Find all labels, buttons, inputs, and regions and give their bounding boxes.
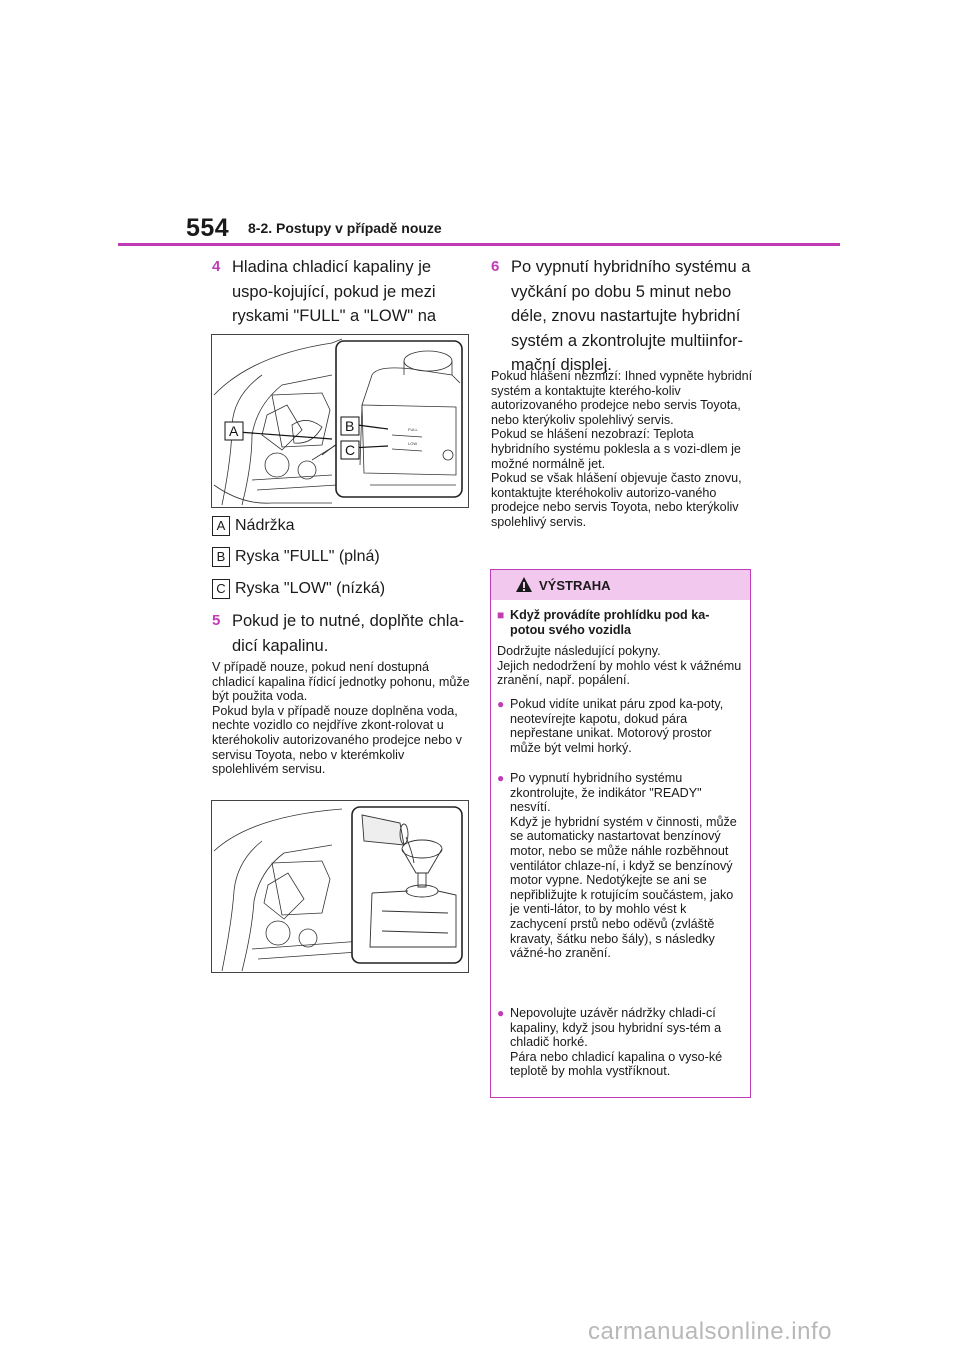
legend-a-key: A <box>212 516 230 536</box>
warning-bullet-text: Pokud vidíte unikat páru zpod ka-poty, neotevírejte kapotu, dokud pára nepřestane unikat. Motorový prostor může být velmi horký. <box>510 697 724 755</box>
warning-box <box>490 569 751 1098</box>
warning-subheading-text: Když provádíte prohlídku pod ka-potou svého vozidla <box>510 608 710 637</box>
step-5-number: 5 <box>212 612 221 629</box>
warning-bullet <box>497 1006 743 1079</box>
legend-b-text: Ryska "FULL" (plná) <box>235 548 380 565</box>
warning-bullet-text: Nepovolujte uzávěr nádržky chladi-cí kapaliny, když jsou hybridní sys-tém a chladič horké. Pára nebo chladicí kapalina o vyso-ké teplotě by mohla vystříknout. <box>510 1006 723 1079</box>
header-rule <box>118 243 840 246</box>
round-bullet-icon: ● <box>497 1006 505 1020</box>
legend-c-text: Ryska "LOW" (nízká) <box>235 580 386 597</box>
note-message: Pokud hlášení nezmizí: Ihned vypněte hybridní systém a kontaktujte kterého-koliv autorizovaného prodejce nebo servis Toyota, nebo kterýkoliv spolehlivý servis. Pokud se hlášení nezobrazí: Teplota hybridního systému poklesla a s vozi-dlem je možné normálně jet. Pokud se však hlášení objevuje často znovu, kontaktujte kteréhokoliv autorizo-vaného prodejce nebo servis Toyota, nebo kterýkoliv spolehlivý servis. <box>491 369 753 529</box>
coolant-reservoir-figure <box>211 334 469 508</box>
legend-a-text: Nádržka <box>235 517 295 534</box>
legend-b-key: B <box>212 547 230 567</box>
legend-b <box>212 545 380 569</box>
engine-bay-illustration <box>212 335 468 507</box>
callout-b: B <box>345 418 355 434</box>
warning-subheading <box>497 608 743 637</box>
step-5-text: Pokud je to nutné, doplňte chla-dicí kapalinu. <box>232 612 465 655</box>
legend-c <box>212 577 385 601</box>
footer-watermark: carmanualsonline.info <box>588 1318 832 1345</box>
callout-a: A <box>229 423 239 439</box>
note-water: V případě nouze, pokud není dostupná chladicí kapalina řídicí jednotky pohonu, může být použita voda. Pokud byla v případě nouze doplněna voda, nechte vozidlo co nejdříve zkont-rolovat u kteréhokoliv autorizovaného prodejce nebo v servisu Toyota, nebo v kterémkoliv spolehlivém servisu. <box>212 660 470 777</box>
step-6-number: 6 <box>491 258 500 275</box>
full-mark-label: FULL <box>408 427 418 432</box>
legend-a <box>212 514 295 538</box>
step-5 <box>212 609 470 658</box>
step-4-number: 4 <box>212 258 221 275</box>
section-title: 8-2. Postupy v případě nouze <box>248 220 442 236</box>
warning-title: VÝSTRAHA <box>539 578 611 593</box>
page-number: 554 <box>186 214 230 242</box>
warning-bullet <box>497 771 743 961</box>
refill-coolant-figure <box>211 800 469 973</box>
warning-intro: Dodržujte následující pokyny. Jejich nedodržení by mohlo vést k vážnému zranění, např. popálení. <box>497 644 742 688</box>
warning-triangle-icon <box>515 576 533 594</box>
round-bullet-icon: ● <box>497 771 505 785</box>
warning-header <box>491 570 750 600</box>
round-bullet-icon: ● <box>497 697 505 711</box>
legend-c-key: C <box>212 579 230 599</box>
step-6 <box>491 255 753 378</box>
square-bullet-icon: ■ <box>497 608 505 622</box>
refill-illustration <box>212 801 468 972</box>
warning-bullet-text: Po vypnutí hybridního systému zkontrolujte, že indikátor "READY" nesvítí. Když je hybridní systém v činnosti, může se automaticky nastartovat benzínový motor, nebo se může náhle rozběhnout ventilátor chlaze-ní, i když se benzínový motor vypne. Nedotýkejte se ani se nepřibližujte k rotujícím součástem, jako je venti-látor, to by mohlo vést k zachycení prstů nebo oděvů (zvláště kravaty, šátku nebo šály), s následky vážné-ho zranění. <box>510 771 737 961</box>
warning-bullet <box>497 697 743 755</box>
low-mark-label: LOW <box>408 441 418 446</box>
callout-c: C <box>345 442 356 458</box>
step-6-text: Po vypnutí hybridního systému a vyčkání po dobu 5 minut nebo déle, znovu nastartujte hybridní systém a zkontrolujte multiinfor-mační displej. <box>511 258 751 374</box>
step-4-text: Hladina chladicí kapaliny je uspo-kojující, pokud je mezi ryskami "FULL" a "LOW" na <box>232 258 437 325</box>
